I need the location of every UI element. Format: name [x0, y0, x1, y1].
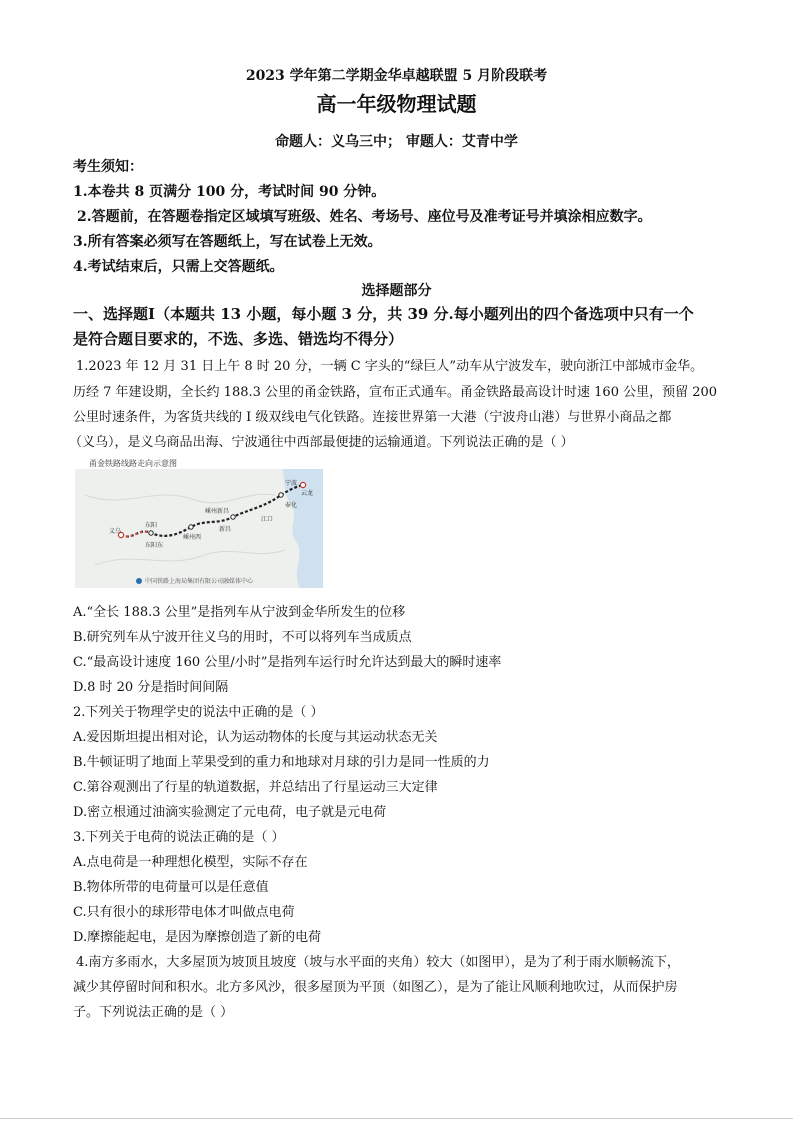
- question-2-stem: 2.下列关于物理学史的说法中正确的是（ ）: [73, 705, 324, 720]
- question-1-text: 公里时速条件，为客货共线的 I 级双线电气化铁路。连接世界第一大港（宁波舟山港）与世界小商品之都: [73, 410, 672, 425]
- map-label-dongyang-east: 东阳东: [145, 542, 164, 549]
- notice-item: 3.所有答案必须写在答题纸上，写在试卷上无效。: [73, 234, 382, 250]
- map-label-yunlong: 云龙: [301, 490, 314, 497]
- notice-heading: 考生须知：: [73, 159, 143, 175]
- q2-option-b: B.牛顿证明了地面上苹果受到的重力和地球对月球的引力是同一性质的力: [73, 755, 490, 770]
- map-label-yiwu: 义乌: [109, 528, 122, 535]
- q1-option-d: D.8 时 20 分是指时间间隔: [73, 680, 229, 695]
- railway-map-figure: [75, 455, 323, 588]
- map-label-shengzhou: 嵊州新昌: [205, 508, 230, 515]
- map-label-fenghua: 奉化: [285, 502, 298, 509]
- q3-option-c: C.只有很小的球形带电体才叫做点电荷: [73, 905, 295, 920]
- q2-option-a: A.爱因斯坦提出相对论，认为运动物体的长度与其运动状态无关: [73, 730, 438, 745]
- q1-option-c: C.“最高设计速度 160 公里/小时”是指列车运行时允许达到最大的瞬时速率: [73, 655, 502, 670]
- map-label-xinchang: 新昌: [219, 526, 232, 533]
- notice-item: 2.答题前，在答题卷指定区域填写班级、姓名、考场号、座位号及准考证号并填涂相应数字。: [77, 209, 652, 225]
- map-footer: 中国铁路上海局集团有限公司融媒体中心: [145, 578, 254, 585]
- exam-title: 2023 学年第二学期金华卓越联盟 5 月阶段联考: [245, 68, 548, 84]
- q3-option-b: B.物体所带的电荷量可以是任意值: [73, 880, 269, 895]
- map-title: 甬金铁路线路走向示意图: [89, 459, 177, 468]
- notice-item: 1.本卷共 8 页满分 100 分，考试时间 90 分钟。: [73, 184, 386, 200]
- part-title: 选择题部分: [361, 283, 432, 299]
- map-label-shengzhou-west: 嵊州西: [183, 534, 202, 541]
- map-label-dongyang: 东阳: [145, 522, 158, 529]
- q2-option-c: C.第谷观测出了行星的轨道数据，并总结出了行星运动三大定律: [73, 780, 438, 795]
- question-1-text: 1.2023 年 12 月 31 日上午 8 时 20 分，一辆 C 字头的“绿巨人”动车从宁波发车，驶向浙江中部城市金华。: [76, 359, 704, 374]
- map-label-ningbo: 宁波: [285, 480, 298, 487]
- authors-line: 命题人：义乌三中； 审题人：艾青中学: [275, 134, 518, 150]
- section-heading: 一、选择题Ⅰ（本题共 13 小题，每小题 3 分，共 39 分.每小题列出的四个备选项中只有一个: [73, 305, 694, 323]
- map-label-jiangkou: 江口: [261, 516, 274, 523]
- section-heading: 是符合题目要求的，不选、多选、错选均不得分）: [73, 330, 404, 348]
- question-4-text: 减少其停留时间和积水。北方多风沙，很多屋顶为平顶（如图乙），是为了能让风顺利地吹过，从而保护房: [73, 980, 678, 995]
- subject-title: 高一年级物理试题: [316, 92, 477, 116]
- q2-option-d: D.密立根通过油滴实验测定了元电荷，电子就是元电荷: [73, 805, 387, 820]
- q1-option-b: B.研究列车从宁波开往义乌的用时，不可以将列车当成质点: [73, 630, 412, 645]
- q1-option-a: A.“全长 188.3 公里”是指列车从宁波到金华所发生的位移: [73, 605, 406, 620]
- question-3-stem: 3.下列关于电荷的说法正确的是（ ）: [73, 830, 285, 845]
- q3-option-a: A.点电荷是一种理想化模型，实际不存在: [73, 855, 308, 870]
- q3-option-d: D.摩擦能起电，是因为摩擦创造了新的电荷: [73, 930, 322, 945]
- question-4-text: 子。下列说法正确的是（ ）: [73, 1005, 234, 1020]
- question-4-text: 4.南方多雨水，大多屋顶为坡顶且坡度（坡与水平面的夹角）较大（如图甲），是为了利于雨水顺畅流下，: [76, 955, 680, 970]
- question-1-text: （义乌），是义乌商品出海、宁波通往中西部最便捷的运输通道。下列说法正确的是（ ）: [69, 435, 574, 450]
- notice-item: 4.考试结束后，只需上交答题纸。: [73, 259, 284, 275]
- page-bottom-rule: [0, 1118, 793, 1119]
- question-1-text: 历经 7 年建设期，全长约 188.3 公里的甬金铁路，宣布正式通车。甬金铁路最高设计时速 160 公里，预留 200: [73, 385, 718, 400]
